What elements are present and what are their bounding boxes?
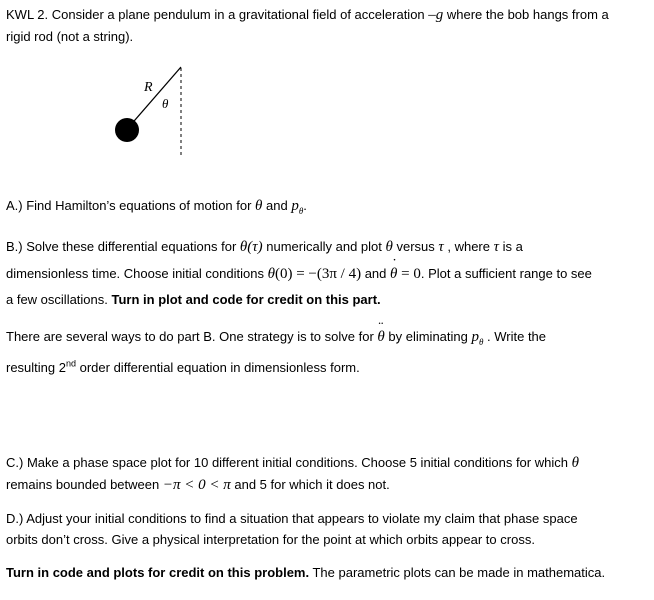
bound-inequality: −π < 0 < π <box>162 477 231 493</box>
intro-line2: rigid rod (not a string). <box>6 29 134 44</box>
footer-bold: Turn in code and plots for credit on this problem. <box>6 565 310 580</box>
hint-paragraph <box>6 324 646 380</box>
pendulum-rod <box>128 67 181 128</box>
part-b-bold: Turn in plot and code for credit on this part. <box>111 292 381 307</box>
pendulum-figure <box>110 62 200 166</box>
part-b-t2: numerically and plot <box>262 239 386 254</box>
footer-rest: The parametric plots can be made in mathematica. <box>309 565 606 580</box>
part-a-text: A.) Find Hamilton’s equations of motion for <box>6 198 256 213</box>
part-a-end: . <box>303 198 307 213</box>
pendulum-bob <box>115 118 139 142</box>
part-b <box>6 234 646 314</box>
p-symbol: p <box>471 329 479 345</box>
theta-of-tau: θ(τ) <box>239 239 263 255</box>
initial-theta-dot: ˙ θ <box>390 261 397 288</box>
part-b-t1: B.) Solve these differential equations for <box>6 239 240 254</box>
theta-symbol: θ <box>571 455 579 471</box>
hint-superscript: nd <box>65 358 76 369</box>
initial-theta-value: (0) = −(3π / 4) <box>274 265 362 282</box>
hint-t5: order differential equation in dimensionless form. <box>76 360 360 375</box>
minus-g: –g <box>428 7 444 23</box>
part-b-t5: is a <box>498 239 523 254</box>
p-theta <box>471 329 483 345</box>
pendulum-diagram <box>110 62 200 166</box>
hint-t2: by eliminating <box>384 329 472 344</box>
part-a-and: and <box>262 198 292 213</box>
tau-symbol: τ <box>438 239 444 255</box>
part-d-line2: orbits don’t cross. Give a physical interpretation for the point at which orbits appear to cross. <box>6 532 535 547</box>
p-theta <box>291 198 303 214</box>
intro-line1b: where the bob hangs from a <box>443 7 609 22</box>
rod-label: R <box>144 80 153 95</box>
part-b-t7: and <box>361 265 391 281</box>
angle-label: θ <box>162 96 169 111</box>
part-d <box>6 508 646 550</box>
tau-symbol: τ <box>493 239 499 255</box>
theta-symbol: θ <box>385 239 393 255</box>
part-b-t9: a few oscillations. <box>6 292 112 307</box>
initial-theta: θ <box>267 265 275 282</box>
p-symbol: p <box>291 198 299 214</box>
theta-ddot: ¨ θ <box>377 325 384 350</box>
hint-t1: There are several ways to do part B. One strategy is to solve for <box>6 329 378 344</box>
part-c-t3: and 5 for which it does not. <box>230 477 390 492</box>
hint-t4: resulting 2 <box>6 360 66 375</box>
p-subscript: θ <box>478 337 484 347</box>
footer-instruction <box>6 562 646 583</box>
theta-symbol: θ <box>255 198 263 214</box>
p-subscript: θ <box>298 206 304 216</box>
part-c-t1: C.) Make a phase space plot for 10 different initial conditions. Choose 5 initial conditions for which <box>6 455 572 470</box>
intro-paragraph <box>6 4 646 47</box>
part-b-t4: , where <box>443 239 494 254</box>
part-b-t3: versus <box>392 239 439 254</box>
part-a <box>6 195 646 222</box>
initial-theta-dot-value: = 0 <box>397 265 421 282</box>
intro-line1: KWL 2. Consider a plane pendulum in a gravitational field of acceleration <box>6 7 429 22</box>
part-c-t2: remains bounded between <box>6 477 163 492</box>
part-b-t6: dimensionless time. Choose initial conditions <box>6 265 268 281</box>
hint-t3: . Write the <box>483 329 547 344</box>
part-c <box>6 452 646 496</box>
part-d-line1: D.) Adjust your initial conditions to find a situation that appears to violate my claim that phase space <box>6 511 578 526</box>
part-b-t8: . Plot a sufficient range to see <box>420 265 592 281</box>
